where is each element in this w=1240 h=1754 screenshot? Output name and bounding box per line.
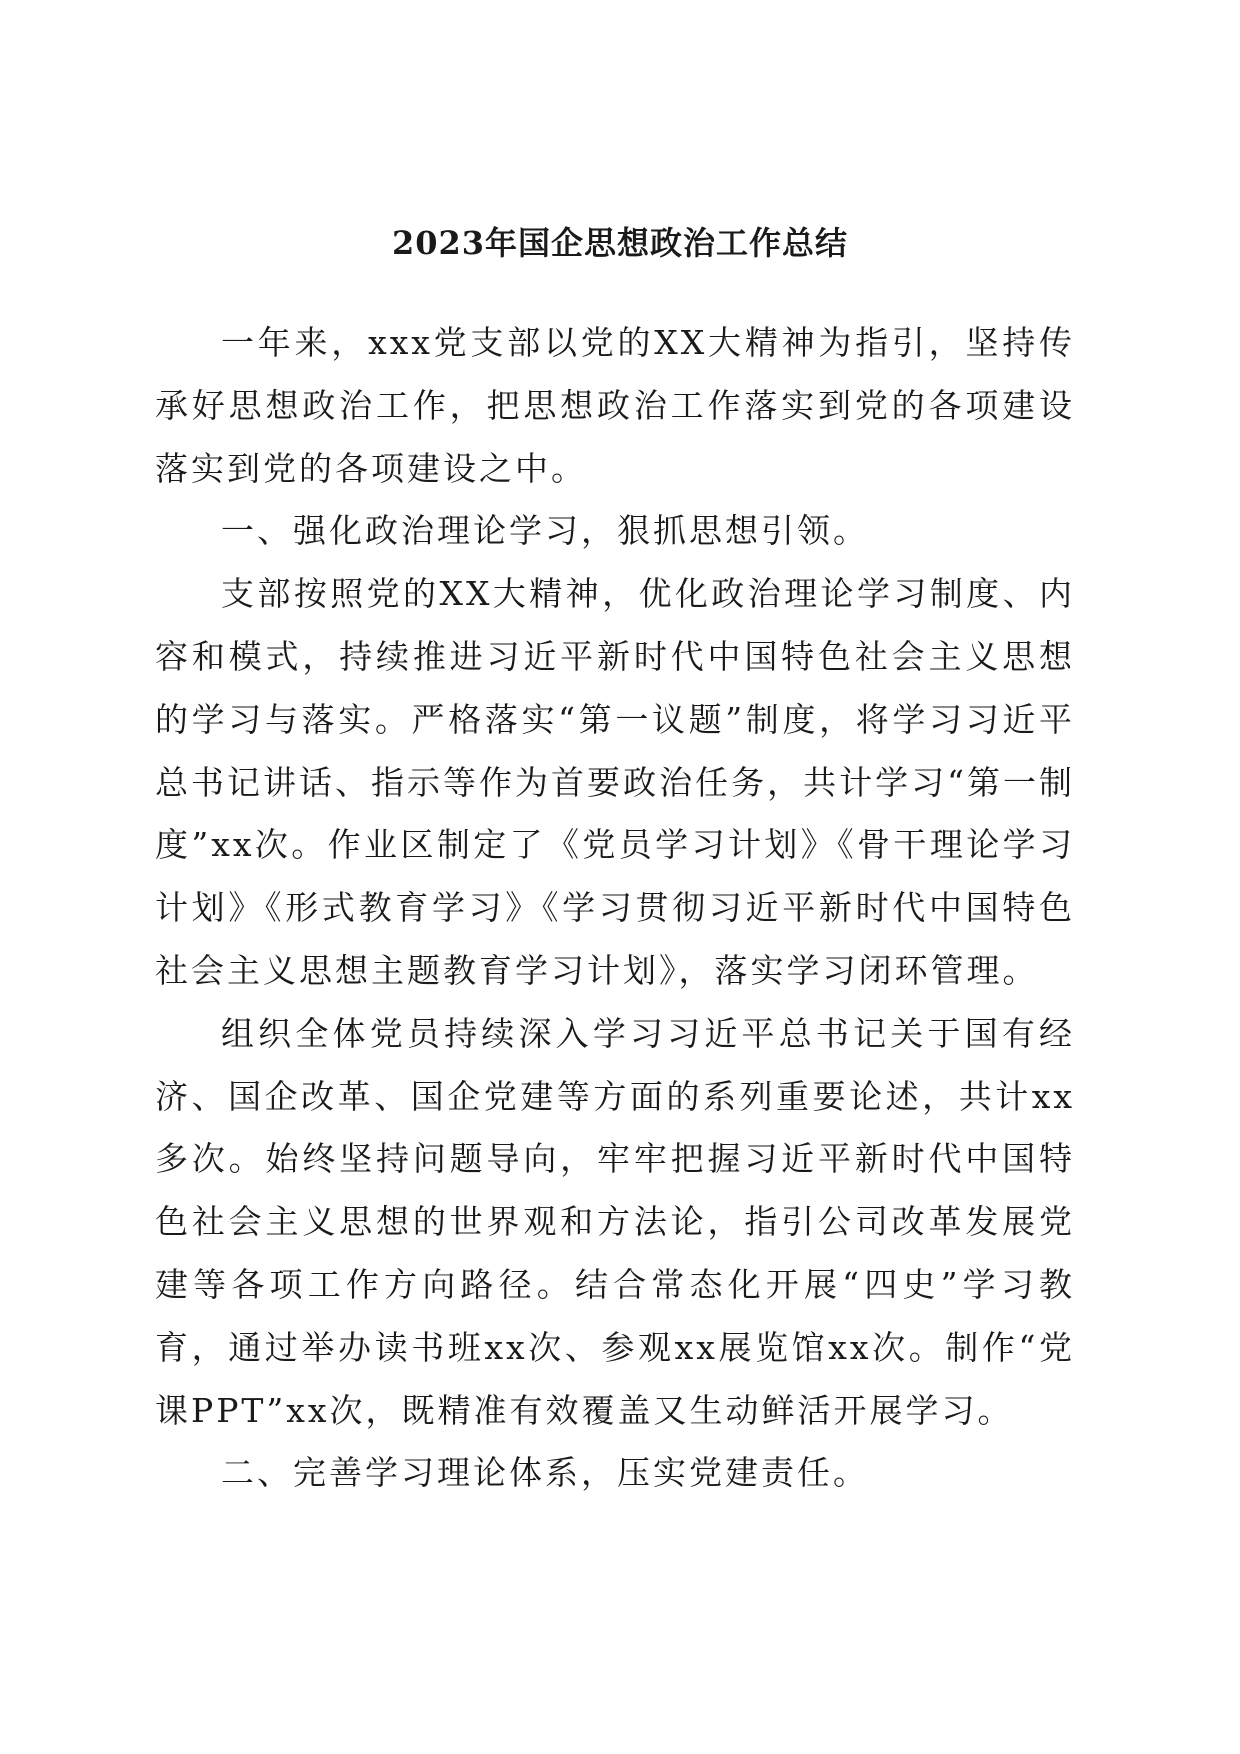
intro-paragraph: 一年来，xxx党支部以党的XX大精神为指引，坚持传承好思想政治工作，把思想政治工作落实到党的各项建设落实到党的各项建设之中。 (155, 323, 1075, 488)
document-title: 2023年国企思想政治工作总结 (391, 224, 849, 262)
section-heading-2: 二、完善学习理论体系，压实党建责任。 (221, 1453, 869, 1493)
document-body (155, 312, 1075, 1505)
section-1-paragraph-2: 组织全体党员持续深入学习习近平总书记关于国有经济、国企改革、国企党建等方面的系列重要论述，共计xx多次。始终坚持问题导向，牢牢把握习近平新时代中国特色社会主义思想的世界观和方法论，指引公司改革发展党建等各项工作方向路径。结合常态化开展“四史”学习教育，通过举办读书班xx次、参观xx展览馆xx次。制作“党课PPT”xx次，既精准有效覆盖又生动鲜活开展学习。 (155, 1013, 1075, 1430)
section-heading-1: 一、强化政治理论学习，狠抓思想引领。 (221, 511, 869, 551)
section-1-paragraph-1: 支部按照党的XX大精神，优化政治理论学习制度、内容和模式，持续推进习近平新时代中国特色社会主义思想的学习与落实。严格落实“第一议题”制度，将学习习近平总书记讲话、指示等作为首要政治任务，共计学习“第一制度”xx次。作业区制定了《党员学习计划》《骨干理论学习计划》《形式教育学习》《学习贯彻习近平新时代中国特色社会主义思想主题教育学习计划》，落实学习闭环管理。 (155, 574, 1075, 990)
